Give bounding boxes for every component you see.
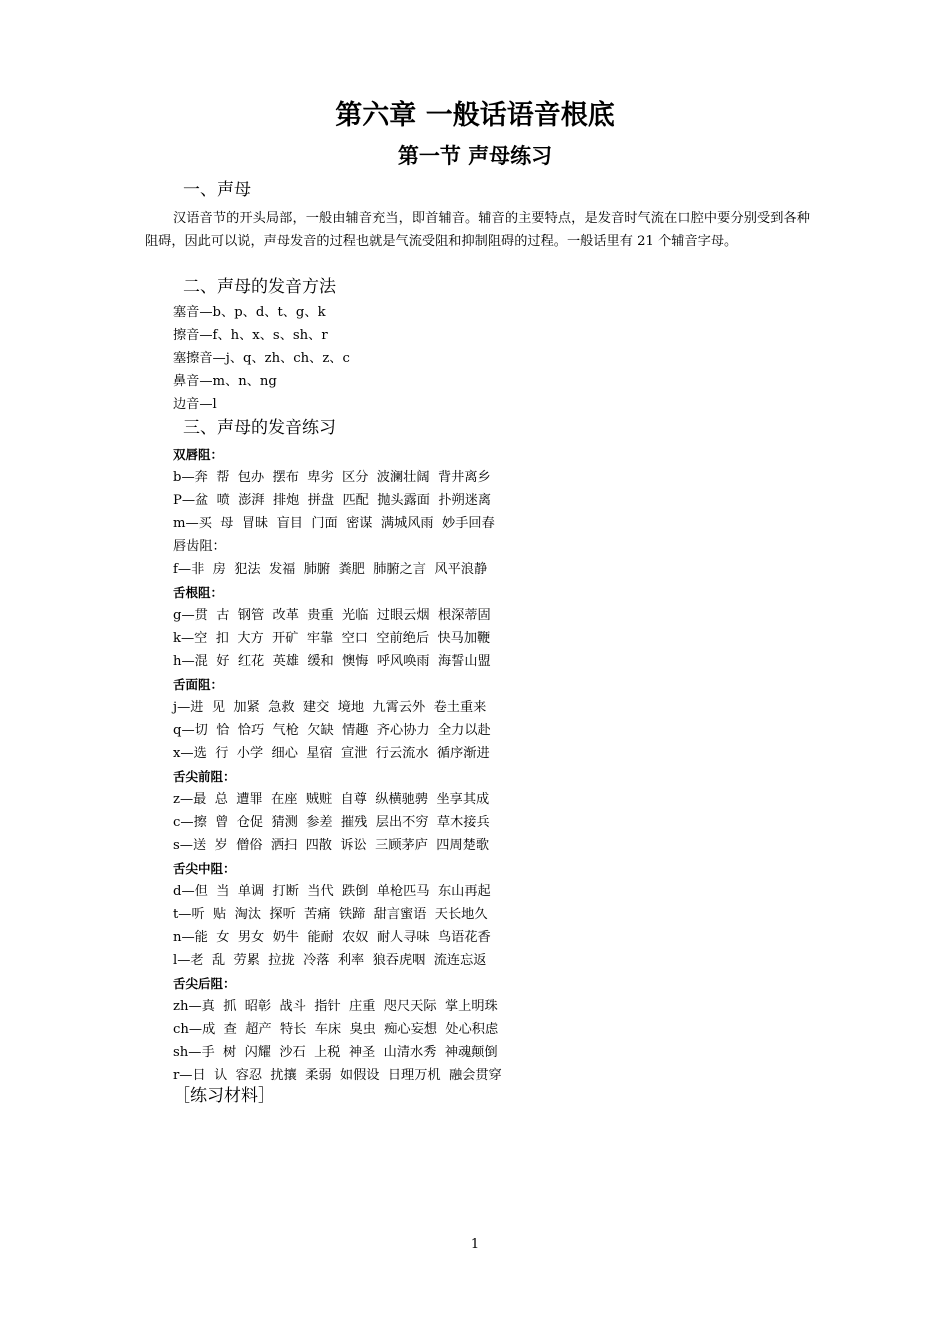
group-label: 舌尖中阻： bbox=[173, 861, 236, 876]
practice-line: m—买 母 冒昧 盲目 门面 密谋 满城风雨 妙手回春 bbox=[173, 516, 495, 531]
method-line: 鼻音—m、n、ng bbox=[173, 374, 277, 389]
practice-line: s—送 岁 僧俗 洒扫 四散 诉讼 三顾茅庐 四周楚歌 bbox=[173, 838, 490, 853]
group-label: 舌尖前阻： bbox=[173, 769, 236, 784]
method-line: 擦音—f、h、x、s、sh、r bbox=[173, 328, 328, 343]
heading-methods: 二、声母的发音方法 bbox=[183, 277, 336, 297]
practice-line: z—最 总 遭罪 在座 贼赃 自尊 纵横驰骋 坐享其成 bbox=[173, 792, 490, 807]
group-label: 唇齿阻： bbox=[173, 539, 226, 554]
practice-line: j—进 见 加紧 急救 建交 境地 九霄云外 卷土重来 bbox=[173, 700, 487, 715]
group-label: 舌尖后阻： bbox=[173, 976, 236, 991]
chapter-title: 第六章 一般话语音根底 bbox=[335, 100, 615, 131]
practice-line: r—日 认 容忍 扰攘 柔弱 如假设 日理万机 融会贯穿 bbox=[173, 1068, 502, 1083]
group-label: 舌根阻： bbox=[173, 585, 224, 600]
practice-line: l—老 乱 劳累 拉拢 冷落 利率 狼吞虎咽 流连忘返 bbox=[173, 953, 487, 968]
practice-line: h—混 好 红花 英雄 缓和 懊悔 呼风唤雨 海誓山盟 bbox=[173, 654, 491, 669]
practice-line: g—贯 古 钢管 改革 贵重 光临 过眼云烟 根深蒂固 bbox=[173, 608, 491, 623]
group-label: 舌面阻： bbox=[173, 677, 224, 692]
practice-line: q—切 恰 恰巧 气枪 欠缺 情趣 齐心协力 全力以赴 bbox=[173, 723, 491, 738]
practice-materials-heading: ［练习材料］ bbox=[173, 1086, 275, 1106]
practice-line: sh—手 树 闪耀 沙石 上税 神圣 山清水秀 神魂颠倒 bbox=[173, 1045, 498, 1060]
practice-line: ch—成 查 超产 特长 车床 臭虫 痴心妄想 处心积虑 bbox=[173, 1022, 499, 1037]
group-label: 双唇阻： bbox=[173, 447, 224, 462]
practice-line: P—盆 喷 澎湃 排炮 拼盘 匹配 抛头露面 扑朔迷离 bbox=[173, 493, 492, 508]
heading-initials: 一、声母 bbox=[183, 180, 251, 200]
practice-line: d—但 当 单调 打断 当代 跌倒 单枪匹马 东山再起 bbox=[173, 884, 491, 899]
practice-line: b—奔 帮 包办 摆布 卑劣 区分 波澜壮阔 背井离乡 bbox=[173, 470, 491, 485]
method-line: 塞音—b、p、d、t、g、k bbox=[173, 305, 326, 320]
section-title: 第一节 声母练习 bbox=[397, 144, 553, 168]
practice-line: t—听 贴 淘汰 探听 苦痛 铁蹄 甜言蜜语 天长地久 bbox=[173, 907, 488, 922]
intro-paragraph: 汉语音节的开头局部，一般由辅音充当，即首辅音。辅音的主要特点，是发音时气流在口腔中要分别受到各种阻碍，因此可以说，声母发音的过程也就是气流受阻和抑制阻碍的过程。一般话里有 21 个辅音字母。 bbox=[145, 211, 810, 249]
page-number: 1 bbox=[470, 1237, 480, 1252]
practice-line: f—非 房 犯法 发福 肺腑 粪肥 肺腑之言 风平浪静 bbox=[173, 562, 488, 577]
practice-line: x—选 行 小学 细心 星宿 宣泄 行云流水 循序渐进 bbox=[173, 746, 490, 761]
method-line: 塞擦音—j、q、zh、ch、z、c bbox=[173, 351, 350, 366]
practice-line: n—能 女 男女 奶牛 能耐 农奴 耐人寻味 鸟语花香 bbox=[173, 930, 491, 945]
practice-line: k—空 扣 大方 开矿 牢靠 空口 空前绝后 快马加鞭 bbox=[173, 631, 491, 646]
heading-practice: 三、声母的发音练习 bbox=[183, 418, 336, 438]
practice-line: zh—真 抓 昭彰 战斗 指针 庄重 咫尺天际 掌上明珠 bbox=[173, 999, 498, 1014]
method-line: 边音—l bbox=[173, 397, 217, 412]
practice-line: c—擦 曾 仓促 猜测 参差 摧残 层出不穷 草木接兵 bbox=[173, 815, 490, 830]
